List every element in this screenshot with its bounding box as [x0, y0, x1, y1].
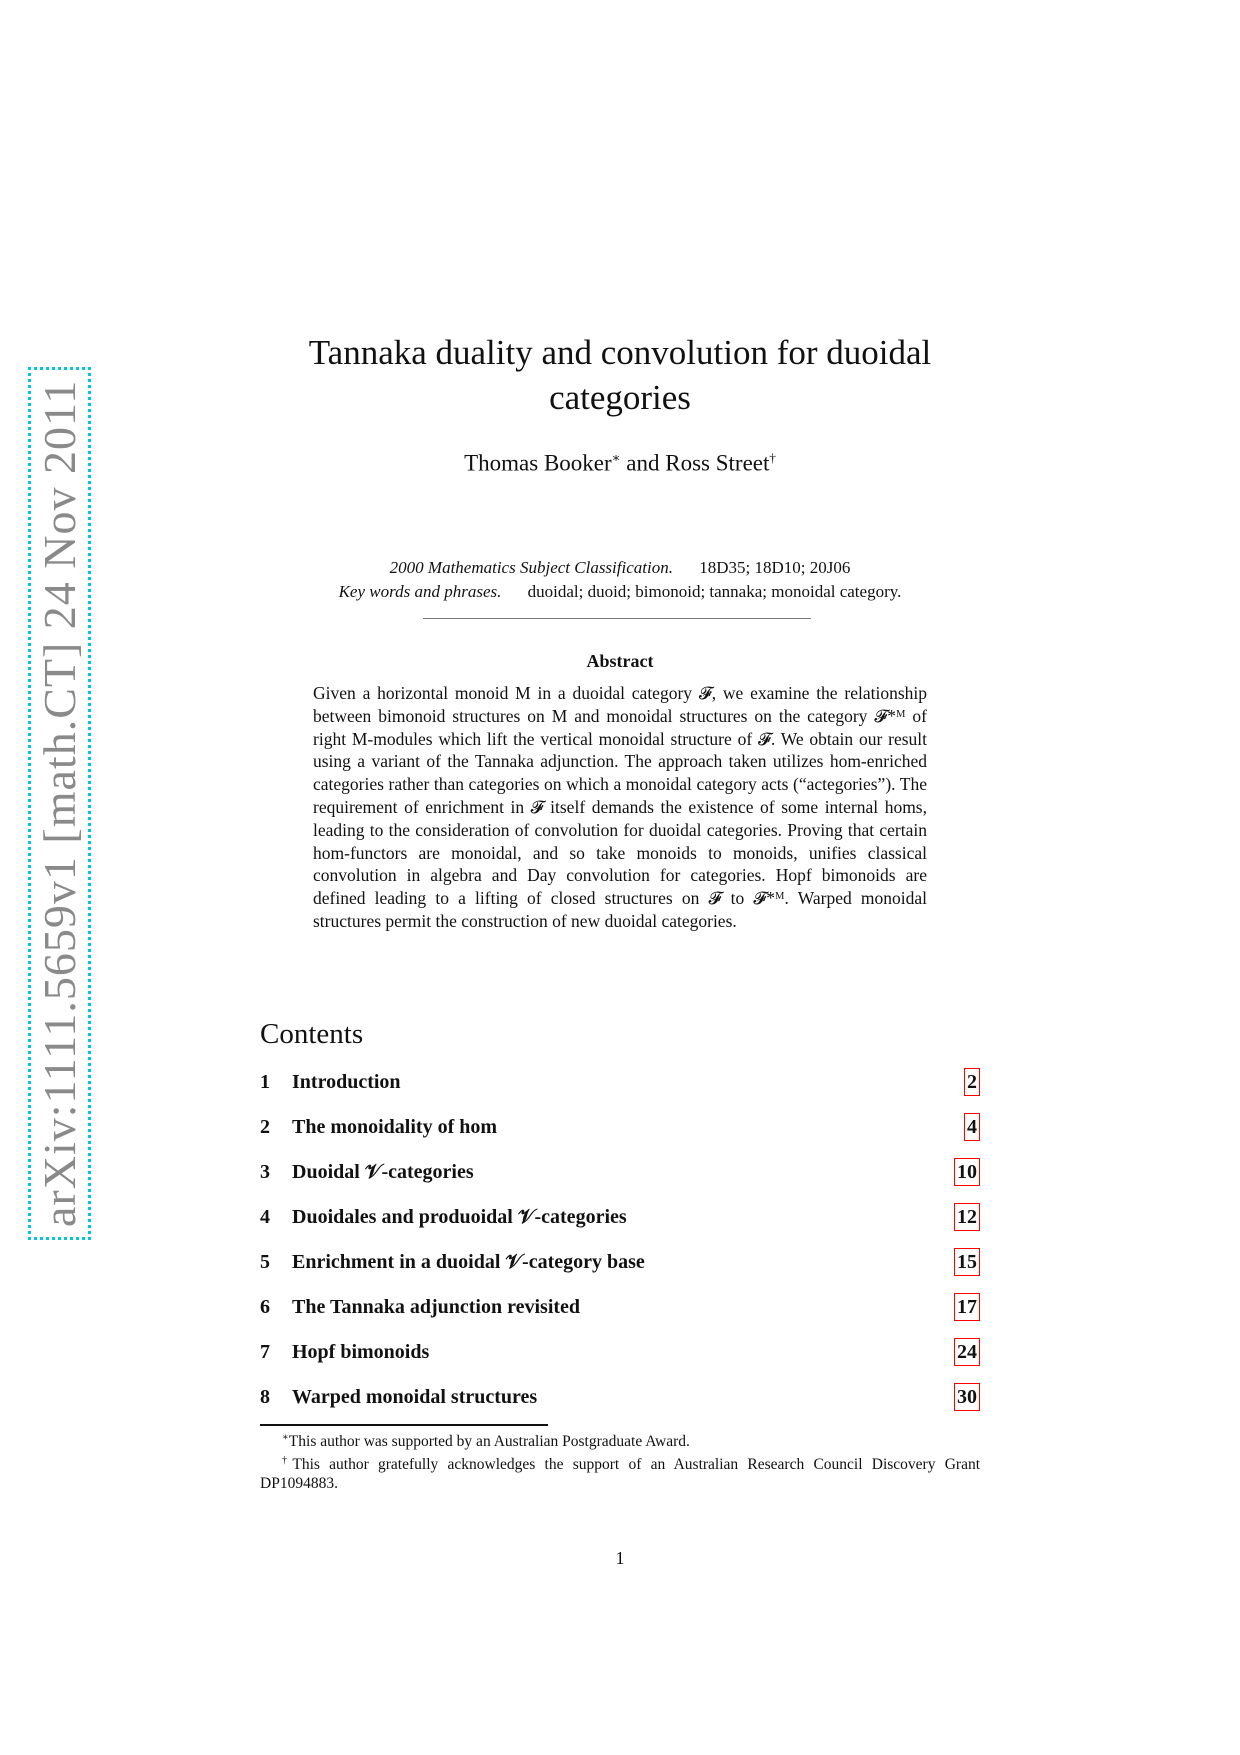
- classification-line: [250, 558, 990, 578]
- authors: [250, 450, 990, 477]
- toc-item: [260, 1386, 980, 1416]
- footnotes: [260, 1428, 980, 1493]
- keywords-line: [250, 582, 990, 602]
- contents-heading: Contents: [260, 1018, 364, 1050]
- toc-item: [260, 1206, 980, 1236]
- footnote-1-mark: ∗: [282, 1432, 289, 1443]
- toc-page-link[interactable]: 10: [954, 1158, 980, 1186]
- toc-page-link[interactable]: 2: [964, 1068, 980, 1096]
- toc-number: 5: [260, 1251, 270, 1273]
- toc-page-link[interactable]: 4: [964, 1113, 980, 1141]
- toc-title: Duoidales and produoidal 𝒱-categories: [292, 1206, 627, 1228]
- toc-item: [260, 1161, 980, 1191]
- toc-item: [260, 1341, 980, 1371]
- authors-connector: and: [626, 450, 660, 476]
- separator-rule: [423, 618, 811, 619]
- toc-title: Duoidal 𝒱-categories: [292, 1161, 474, 1183]
- toc-number: 8: [260, 1386, 270, 1408]
- toc-title: Enrichment in a duoidal 𝒱-category base: [292, 1251, 645, 1273]
- toc-title: The Tannaka adjunction revisited: [292, 1296, 581, 1318]
- toc-page-link[interactable]: 30: [954, 1383, 980, 1411]
- toc-number: 6: [260, 1296, 270, 1318]
- footnote-rule: [260, 1424, 548, 1426]
- toc-number: 4: [260, 1206, 270, 1228]
- author-1-mark: ∗: [611, 450, 621, 465]
- toc-page-link[interactable]: 12: [954, 1203, 980, 1231]
- footnote-2-text: This author gratefully acknowledges the support of an Australian Research Council Discovery Grant DP1094883.: [260, 1456, 981, 1493]
- toc-page-link[interactable]: 17: [954, 1293, 980, 1321]
- footnote-1: [260, 1428, 980, 1451]
- footnote-2-mark: †: [282, 1455, 293, 1467]
- footnote-1-text: This author was supported by an Australian Postgraduate Award.: [288, 1433, 690, 1451]
- footnote-2: [260, 1451, 980, 1493]
- toc-item: [260, 1296, 980, 1326]
- classification-label: 2000 Mathematics Subject Classification.: [389, 558, 673, 577]
- page-number: 1: [615, 1548, 625, 1568]
- abstract-heading: Abstract: [586, 651, 654, 671]
- keywords-label: Key words and phrases.: [338, 582, 502, 601]
- author-2: Ross Street: [665, 450, 770, 476]
- toc-item: [260, 1116, 980, 1146]
- abstract-text: Given a horizontal monoid M in a duoidal category 𝓕, we examine the relationship between bimonoid structures on M and monoidal structures on the category 𝓕*ᴹ of right M-modules which lift the vertical monoidal structure of 𝓕. We obtain our result using a variant of the Tannaka adjunction. The approach taken utilizes hom-enriched categories rather than categories on which a monoidal category acts (“actegories”). The requirement of enrichment in 𝓕 itself demands the existence of some internal homs, leading to the consideration of convolution for duoidal categories. Proving that certain hom-functors are monoidal, and so take monoids to monoids, unifies classical convolution in algebra and Day convolution for categories. Hopf bimonoids are defined leading to a lifting of closed structures on 𝓕 to 𝓕*ᴹ. Warped monoidal structures permit the construction of new duoidal categories.: [313, 683, 927, 931]
- toc-title: Warped monoidal structures: [292, 1386, 538, 1408]
- author-1: Thomas Booker: [464, 450, 612, 476]
- toc-number: 2: [260, 1116, 270, 1138]
- toc-number: 3: [260, 1161, 270, 1183]
- toc-number: 7: [260, 1341, 270, 1363]
- toc-title: Hopf bimonoids: [292, 1341, 430, 1363]
- toc-item: [260, 1251, 980, 1281]
- paper-title: Tannaka duality and convolution for duoidal categories: [308, 333, 932, 417]
- classification-value: 18D35; 18D10; 20J06: [699, 558, 851, 577]
- toc-title: The monoidality of hom: [292, 1116, 498, 1138]
- keywords-value: duoidal; duoid; bimonoid; tannaka; monoidal category.: [527, 582, 902, 601]
- author-2-mark: †: [769, 450, 776, 465]
- arxiv-id: arXiv:1111.5659v1 [math.CT] 24 Nov 2011: [34, 379, 85, 1227]
- toc-page-link[interactable]: 15: [954, 1248, 980, 1276]
- toc-item: [260, 1071, 980, 1101]
- toc-title: Introduction: [292, 1071, 401, 1093]
- toc-number: 1: [260, 1071, 270, 1093]
- toc-page-link[interactable]: 24: [954, 1338, 980, 1366]
